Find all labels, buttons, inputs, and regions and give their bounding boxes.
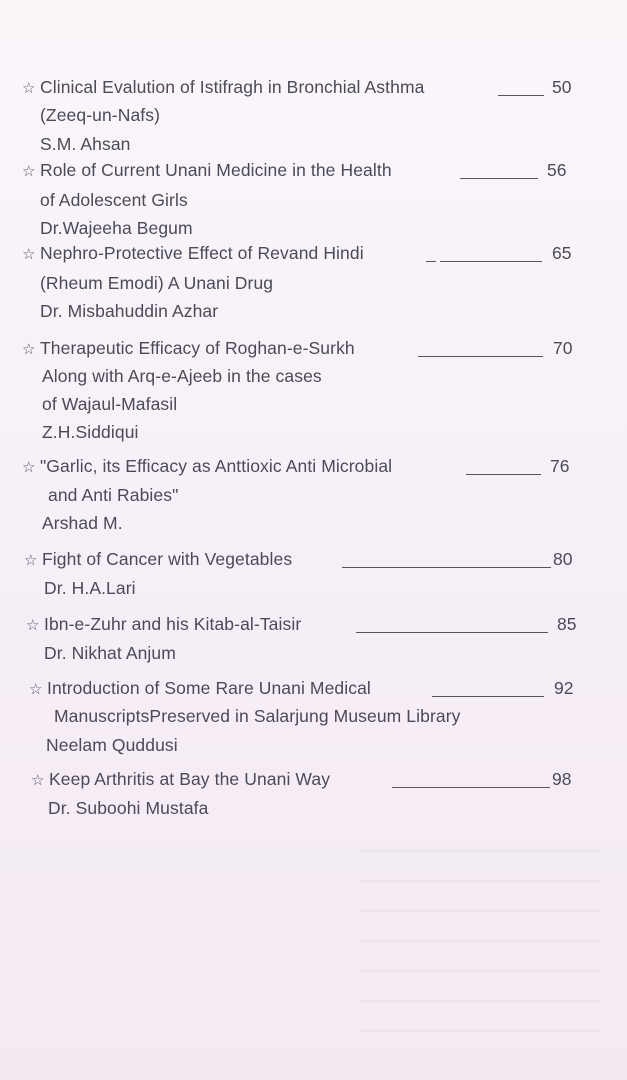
toc-page-number: 80 xyxy=(553,549,573,569)
toc-entry-author: S.M. Ahsan xyxy=(40,134,131,154)
star-icon: ☆ xyxy=(22,459,36,476)
star-icon: ☆ xyxy=(22,80,36,97)
toc-entry-subtitle: of Wajaul-Mafasil xyxy=(42,394,178,414)
toc-entry-author: Dr.Wajeeha Begum xyxy=(40,218,193,238)
toc-entry-title: Ibn-e-Zuhr and his Kitab-al-Taisir xyxy=(44,614,302,634)
toc-entry-title: "Garlic, its Efficacy as Anttioxic Anti Microbial xyxy=(40,456,393,476)
star-icon: ☆ xyxy=(31,772,45,789)
toc-entry-author: Neelam Quddusi xyxy=(46,735,178,755)
toc-entry-subtitle: of Adolescent Girls xyxy=(40,190,188,210)
toc-page-number: 65 xyxy=(552,243,572,263)
toc-page-number: 98 xyxy=(552,769,572,789)
toc-page-number: 76 xyxy=(550,456,570,476)
toc-entry-subtitle: Along with Arq-e-Ajeeb in the cases xyxy=(42,366,322,386)
toc-entry-title: Nephro-Protective Effect of Revand Hindi xyxy=(40,243,364,263)
toc-entry-author: Dr. Misbahuddin Azhar xyxy=(40,301,219,321)
leader-line xyxy=(392,787,550,788)
toc-entry-subtitle: ManuscriptsPreserved in Salarjung Museum Library xyxy=(54,706,461,726)
toc-entry-author: Arshad M. xyxy=(42,513,123,533)
toc-entry-author: Dr. Nikhat Anjum xyxy=(44,643,176,663)
toc-page-number: 85 xyxy=(557,614,577,634)
toc-entry-title: Clinical Evalution of Istifragh in Bronchial Asthma xyxy=(40,77,425,97)
toc-page-number: 56 xyxy=(547,160,567,180)
toc-entry-subtitle: (Rheum Emodi) A Unani Drug xyxy=(40,273,274,293)
leader-line xyxy=(498,95,544,96)
toc-page-number: 50 xyxy=(552,77,572,97)
leader-line xyxy=(466,474,541,475)
star-icon: ☆ xyxy=(22,163,36,180)
toc-entry-author: Z.H.Siddiqui xyxy=(42,422,139,442)
toc-entry-title: Keep Arthritis at Bay the Unani Way xyxy=(49,769,331,789)
leader-line xyxy=(356,632,548,633)
toc-entry-title: Therapeutic Efficacy of Roghan-e-Surkh xyxy=(40,338,355,358)
toc-entry-title: Fight of Cancer with Vegetables xyxy=(42,549,293,569)
leader-line xyxy=(426,261,436,262)
toc-page-number: 70 xyxy=(553,338,573,358)
toc-entry-title: Introduction of Some Rare Unani Medical xyxy=(47,678,371,698)
star-icon: ☆ xyxy=(24,552,38,569)
star-icon: ☆ xyxy=(22,341,36,358)
bleed-through-text xyxy=(360,850,600,1040)
star-icon: ☆ xyxy=(26,617,40,634)
toc-entry-subtitle: and Anti Rabies" xyxy=(48,485,179,505)
star-icon: ☆ xyxy=(22,246,36,263)
leader-line xyxy=(440,261,542,262)
toc-entry-title: Role of Current Unani Medicine in the Health xyxy=(40,160,392,180)
toc-entry-subtitle: (Zeeq-un-Nafs) xyxy=(40,105,161,125)
toc-entry-author: Dr. Suboohi Mustafa xyxy=(48,798,209,818)
leader-line xyxy=(432,696,544,697)
toc-page-number: 92 xyxy=(554,678,574,698)
leader-line xyxy=(460,178,538,179)
leader-line xyxy=(418,356,543,357)
toc-entry-author: Dr. H.A.Lari xyxy=(44,578,136,598)
leader-line xyxy=(342,567,551,568)
star-icon: ☆ xyxy=(29,681,43,698)
